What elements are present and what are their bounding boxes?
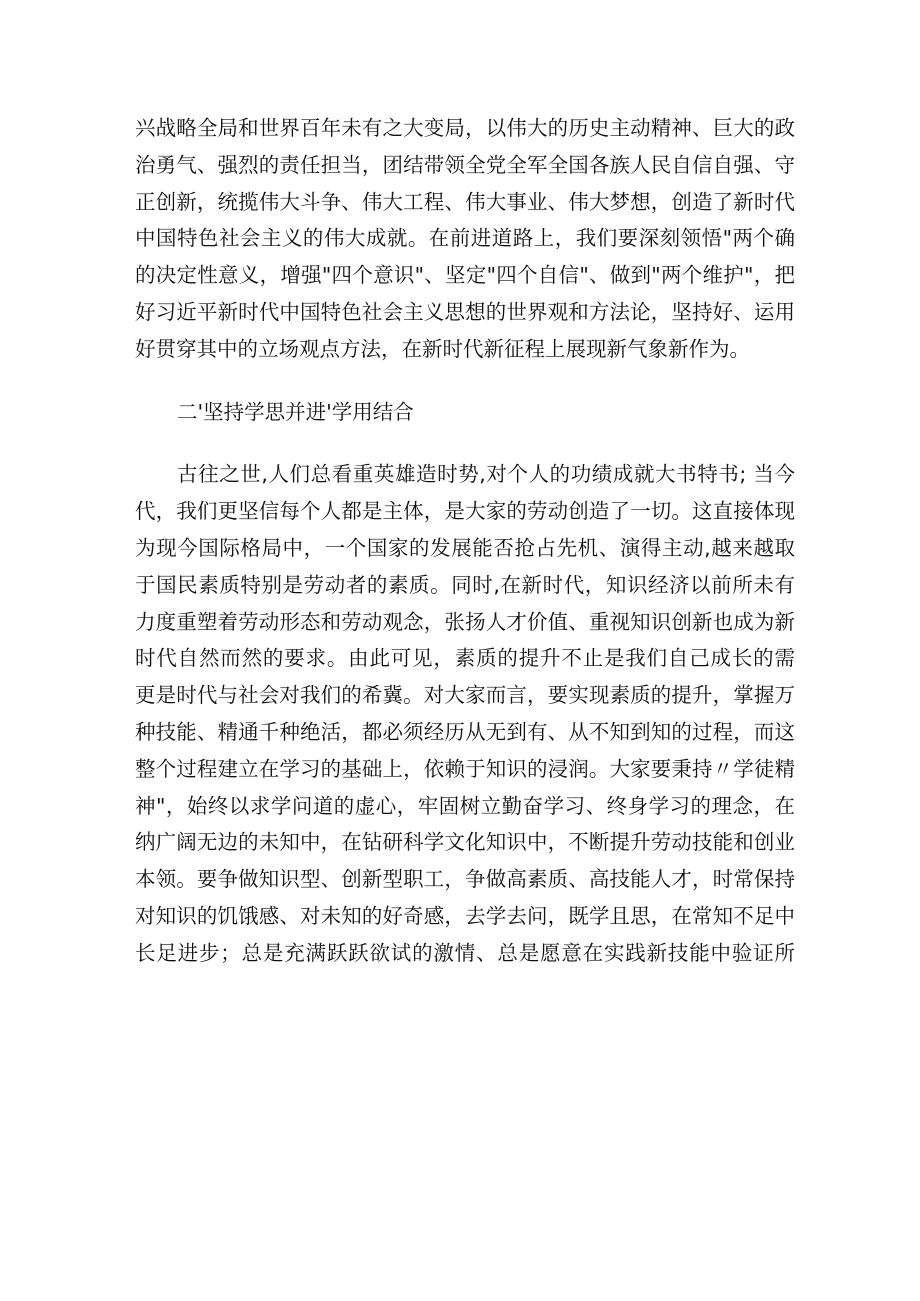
- paragraph-gap: [135, 368, 795, 394]
- paragraph-line: 力度重塑着劳动形态和劳动观念，张扬人才价值、重视知识创新也成为新: [135, 609, 795, 634]
- paragraph-line: 神"，始终以求学问道的虚心，牢固树立勤奋学习、终身学习的理念，在: [135, 793, 795, 818]
- paragraph-line: 于国民素质特别是劳动者的素质。同时,在新时代，知识经济以前所未有: [135, 572, 795, 597]
- paragraph-line: 更是时代与社会对我们的希冀。对大家而言，要实现素质的提升，掌握万: [135, 683, 795, 708]
- paragraph-line: 纳广阔无边的未知中，在钻研科学文化知识中，不断提升劳动技能和创业: [135, 830, 795, 855]
- paragraph-line: 对知识的饥饿感、对未知的好奇感，去学去问，既学且思，在常知不足中: [135, 903, 795, 928]
- paragraph-line: 整个过程建立在学习的基础上，依赖于知识的浸润。大家要秉持〃学徒精: [135, 756, 795, 781]
- section-heading: 二'坚持学思并进'学用结合: [177, 399, 414, 424]
- paragraph-line: 中国特色社会主义的伟大成就。在前进道路上，我们要深刻领悟"两个确: [135, 226, 795, 251]
- paragraph-gap: [135, 430, 795, 456]
- paragraph-line: 种技能、精通千种绝活，都必须经历从无到有、从不知到知的过程，而这: [135, 719, 795, 744]
- document-body: [135, 110, 795, 972]
- paragraph-line: 正创新，统揽伟大斗争、伟大工程、伟大事业、伟大梦想，创造了新时代: [135, 189, 795, 214]
- paragraph-line: 本领。要争做知识型、创新型职工，争做高素质、高技能人才，时常保持: [135, 867, 795, 892]
- paragraph-line: 兴战略全局和世界百年未有之大变局，以伟大的历史主动精神、巨大的政: [135, 116, 795, 140]
- paragraph-line: 时代自然而然的要求。由此可见，素质的提升不止是我们自己成长的需: [135, 646, 795, 671]
- paragraph-line: 古往之世,人们总看重英雄造时势,对个人的功绩成就大书特书; 当今: [177, 462, 795, 487]
- paragraph-1: [135, 110, 795, 368]
- paragraph-2: [135, 456, 795, 971]
- paragraph-line: 好习近平新时代中国特色社会主义思想的世界观和方法论，坚持好、运用: [135, 299, 795, 324]
- paragraph-line: 的决定性意义，增强"四个意识"、坚定"四个自信"、做到"两个维护"，把: [135, 263, 795, 288]
- paragraph-line: 代，我们更坚信每个人都是主体，是大家的劳动创造了一切。这直接体现: [135, 499, 795, 524]
- paragraph-line: 长足进步；总是充满跃跃欲试的激情、总是愿意在实践新技能中验证所: [135, 940, 795, 965]
- paragraph-line: 为现今国际格局中，一个国家的发展能否抢占先机、演得主动,越来越取: [135, 535, 795, 560]
- paragraph-line: 好贯穿其中的立场观点方法，在新时代新征程上展现新气象新作为。: [135, 336, 750, 361]
- paragraph-line: 治勇气、强烈的责任担当，团结带领全党全军全国各族人民自信自强、守: [135, 152, 795, 177]
